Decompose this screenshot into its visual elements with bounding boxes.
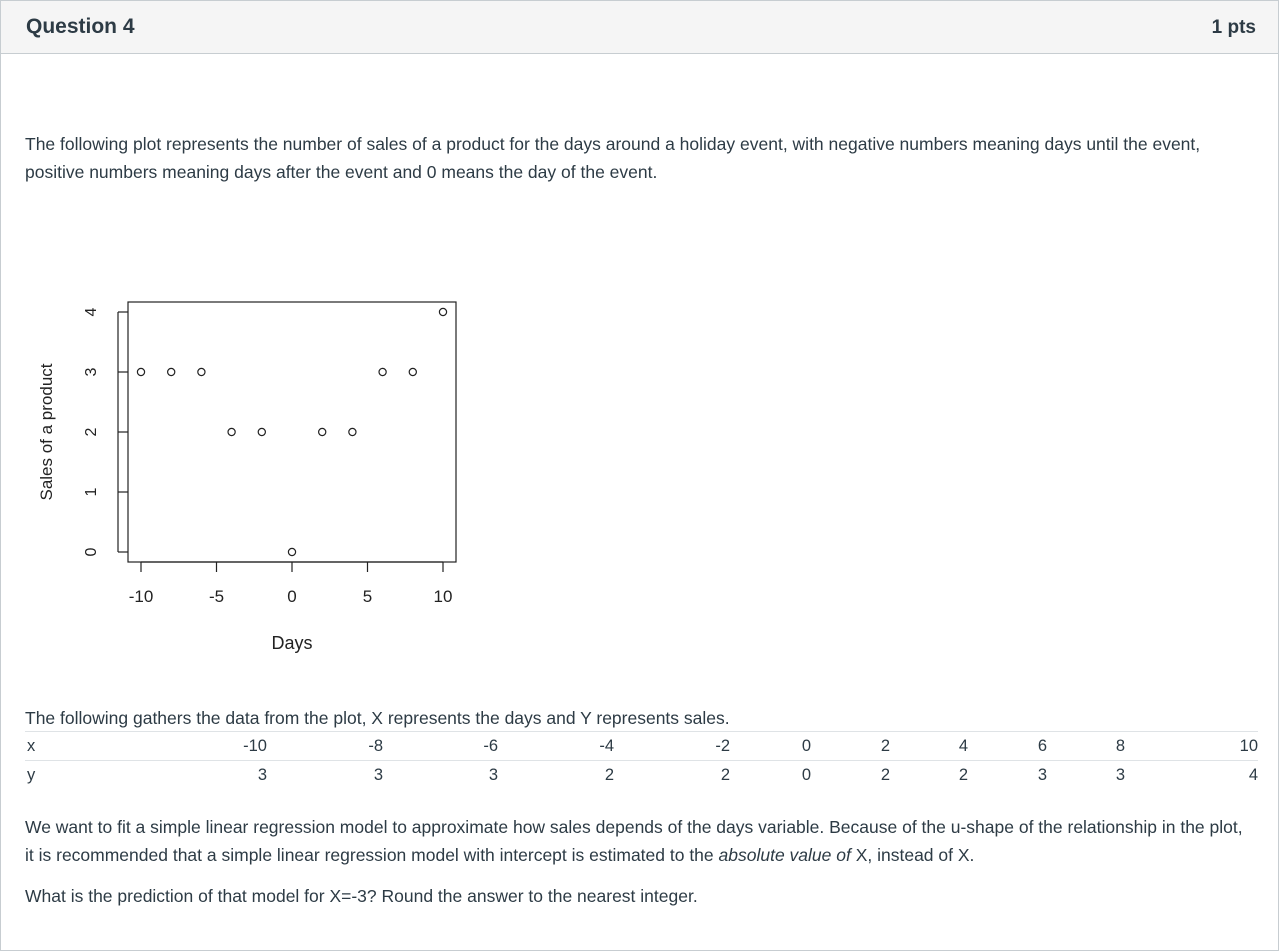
regression-text-emphasis: absolute value of	[718, 845, 851, 865]
y-cell: 3	[488, 765, 498, 784]
y-cell: 2	[880, 765, 890, 784]
scatter-plot	[30, 290, 490, 670]
x-tick-label: -10	[128, 587, 154, 606]
data-point	[288, 548, 295, 555]
data-point	[379, 368, 386, 375]
question-prompt: What is the prediction of that model for X=-3? Round the answer to the nearest integer.	[25, 886, 698, 906]
y-cell: 2	[958, 765, 968, 784]
y-cell: 3	[1037, 765, 1047, 784]
x-cell: -2	[715, 736, 730, 755]
y-cell: 3	[257, 765, 267, 784]
regression-text-end: X, instead of X.	[850, 845, 975, 865]
table-row-x	[25, 732, 1258, 761]
data-point	[439, 308, 446, 315]
row-label-y: y	[27, 765, 36, 784]
x-cell: 10	[1239, 736, 1258, 755]
y-tick-label: 2	[83, 427, 100, 437]
y-tick-label: 3	[83, 367, 100, 377]
y-cell: 2	[604, 765, 614, 784]
y-cell: 2	[720, 765, 730, 784]
data-point	[319, 428, 326, 435]
x-tick-label: 10	[433, 587, 453, 606]
y-tick-label: 4	[83, 307, 100, 317]
data-point	[137, 368, 144, 375]
data-point	[258, 428, 265, 435]
table-row-y	[25, 761, 1258, 790]
x-cell: 2	[880, 736, 890, 755]
data-point	[168, 368, 175, 375]
y-tick-label: 0	[83, 547, 100, 557]
x-cell: -6	[483, 736, 498, 755]
regression-text	[25, 813, 1245, 869]
question-title: Question 4	[26, 15, 135, 38]
y-tick-label: 1	[83, 487, 100, 497]
data-point	[349, 428, 356, 435]
x-cell: 6	[1037, 736, 1047, 755]
x-cell: -4	[599, 736, 614, 755]
x-tick-label: -5	[208, 587, 225, 606]
y-cell: 0	[801, 765, 811, 784]
question-header	[1, 1, 1278, 54]
data-point	[228, 428, 235, 435]
x-cell: -10	[243, 736, 267, 755]
y-axis-label: Sales of a product	[37, 363, 56, 501]
plot-frame	[128, 302, 456, 562]
y-cell: 3	[1115, 765, 1125, 784]
data-point	[409, 368, 416, 375]
intro-text: The following plot represents the number of sales of a product for the days around a holiday event, with negative numbers meaning days until the event, positive numbers meaning days after the event and 0 means the day of the event.	[25, 134, 1201, 182]
y-cell: 4	[1248, 765, 1258, 784]
data-table	[25, 731, 1258, 789]
regression-text-start: We want to fit a simple linear regression model to approximate how sales depends of the days variable. Because of the u-shape of the relationship in the plot, it is recommended that a simple linear regression model with intercept is estimated to the	[25, 817, 1243, 865]
question-points: 1 pts	[1211, 17, 1256, 38]
gather-text: The following gathers the data from the plot, X represents the days and Y represents sales.	[25, 708, 730, 728]
x-axis-label: Days	[271, 633, 313, 653]
y-cell: 3	[373, 765, 383, 784]
x-cell: 0	[801, 736, 811, 755]
x-cell: 8	[1115, 736, 1125, 755]
x-cell: -8	[368, 736, 383, 755]
x-cell: 4	[958, 736, 968, 755]
data-point	[198, 368, 205, 375]
x-tick-label: 5	[362, 587, 373, 606]
x-tick-label: 0	[287, 587, 297, 606]
row-label-x: x	[27, 736, 36, 755]
